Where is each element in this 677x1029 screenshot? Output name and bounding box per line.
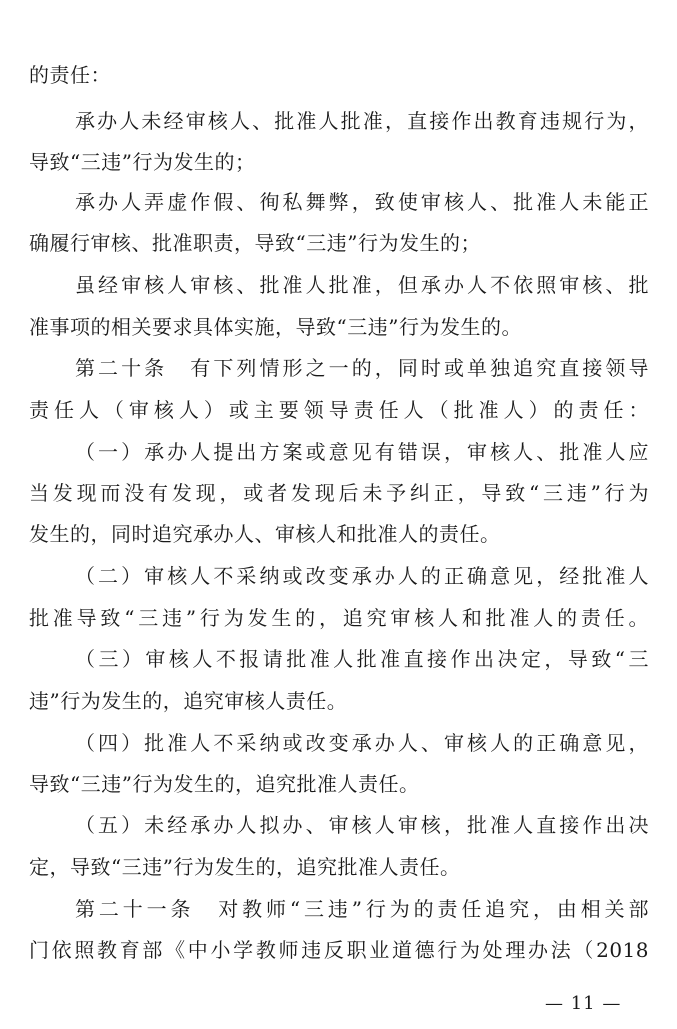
text-line: （三）审核人不报请批准人批准直接作出决定，导致“三 xyxy=(75,647,649,671)
text-line: 责任人（审核人）或主要领导责任人（批准人）的责任： xyxy=(29,398,649,422)
text-line: 门依照教育部《中小学教师违反职业道德行为处理办法（2018 xyxy=(29,938,649,962)
text-line: 的责任： xyxy=(29,63,111,87)
text-line: （四）批准人不采纳或改变承办人、审核人的正确意见， xyxy=(75,731,649,755)
text-line: 确履行审核、批准职责，导致“三违”行为发生的； xyxy=(29,231,481,255)
text-line: （一）承办人提出方案或意见有错误，审核人、批准人应 xyxy=(75,440,649,464)
text-line: 当发现而没有发现，或者发现后未予纠正，导致“三违”行为 xyxy=(29,481,649,505)
text-line: 违”行为发生的，追究审核人责任。 xyxy=(29,689,348,713)
text-line: 准事项的相关要求具体实施，导致“三违”行为发生的。 xyxy=(29,315,522,339)
text-line: 第二十条 有下列情形之一的，同时或单独追究直接领导 xyxy=(75,356,649,380)
text-line: 导致“三违”行为发生的，追究批准人责任。 xyxy=(29,772,420,796)
text-line: 定，导致“三违”行为发生的，追究批准人责任。 xyxy=(29,855,461,879)
text-line: 批准导致“三违”行为发生的，追究审核人和批准人的责任。 xyxy=(29,606,649,630)
text-line: 第二十一条 对教师“三违”行为的责任追究，由相关部 xyxy=(75,897,649,921)
text-line: 承办人弄虚作假、徇私舞弊，致使审核人、批准人未能正 xyxy=(75,190,649,214)
text-line: （二）审核人不采纳或改变承办人的正确意见，经批准人 xyxy=(75,564,649,588)
page-number: — 11 — xyxy=(545,993,622,1014)
text-line: 虽经审核人审核、批准人批准，但承办人不依照审核、批 xyxy=(75,273,649,297)
text-line: 导致“三违”行为发生的； xyxy=(29,150,256,174)
text-line: 承办人未经审核人、批准人批准，直接作出教育违规行为， xyxy=(75,109,649,133)
text-line: （五）未经承办人拟办、审核人审核，批准人直接作出决 xyxy=(75,813,649,837)
text-line: 发生的，同时追究承办人、审核人和批准人的责任。 xyxy=(29,522,501,546)
